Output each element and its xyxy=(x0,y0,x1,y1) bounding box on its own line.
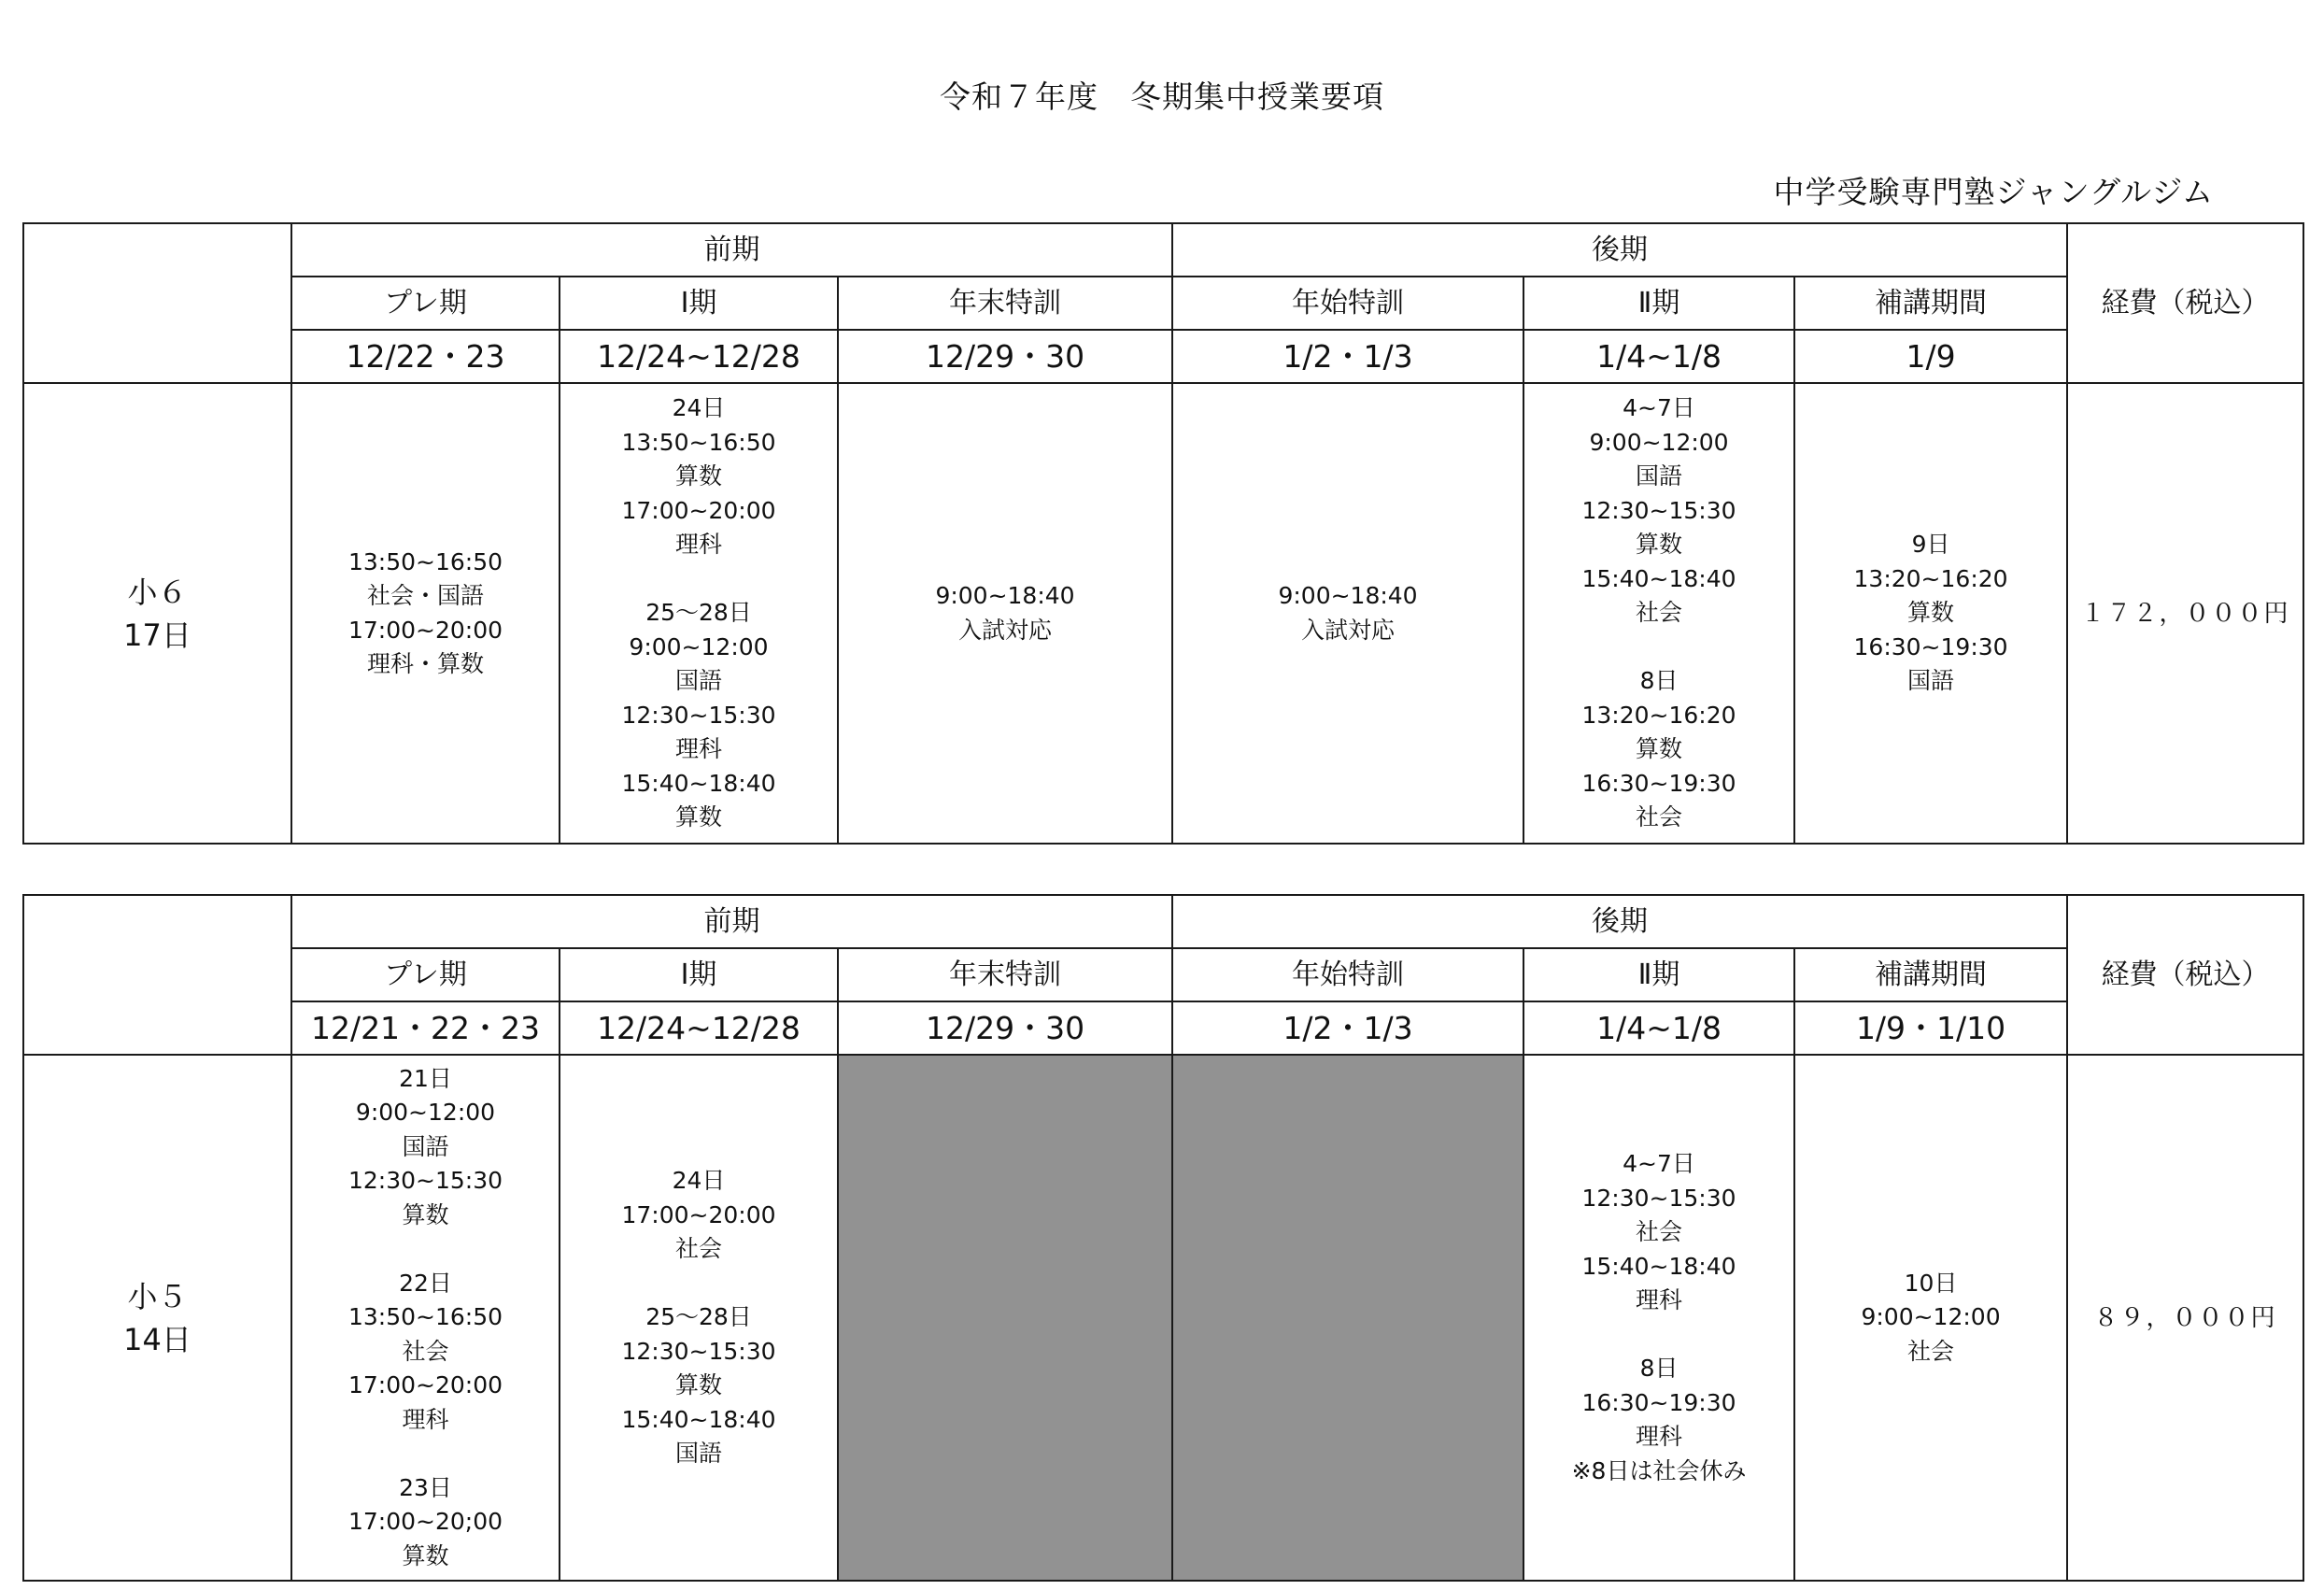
period-makeup: 補講期間 xyxy=(1794,277,2067,330)
document-title: 令和７年度 冬期集中授業要項 xyxy=(940,78,1384,115)
schedule-line: 17:00~20:00 xyxy=(621,496,776,524)
schedule-line: 17:00~20:00 xyxy=(347,1371,503,1399)
schedule-cell-pre xyxy=(291,1055,560,1581)
schedule-cell-new-year xyxy=(1172,1055,1523,1581)
grade-days: 14日 xyxy=(123,1321,191,1357)
schedule-line: 算数 xyxy=(674,1371,722,1399)
period-year-end: 年末特訓 xyxy=(838,948,1172,1001)
schedule-line: 22日 xyxy=(399,1269,452,1297)
cost-cell: ８９，０００円 xyxy=(2067,1055,2303,1581)
schedule-line: 16:30~19:30 xyxy=(1581,1388,1736,1416)
line-gap xyxy=(1524,631,1793,665)
schedule-line: 16:30~19:30 xyxy=(1853,632,2008,660)
schedule-line: 12:30~15:30 xyxy=(621,1337,776,1365)
header-kouki: 後期 xyxy=(1172,895,2067,948)
schedule-line: 算数 xyxy=(402,1200,449,1228)
date-period-1: 12/24~12/28 xyxy=(560,330,838,383)
schedule-line: 15:40~18:40 xyxy=(621,769,776,797)
line-gap xyxy=(292,1232,559,1267)
date-year-end: 12/29・30 xyxy=(838,330,1172,383)
schedule-line: 算数 xyxy=(1907,599,1955,627)
corner-cell xyxy=(23,895,291,1055)
schedule-table-grade5 xyxy=(22,894,2304,1582)
schedule-line: 4~7日 xyxy=(1623,394,1695,422)
schedule-cell-period-1 xyxy=(560,383,838,844)
schedule-line: 国語 xyxy=(402,1132,449,1160)
date-pre: 12/22・23 xyxy=(291,330,560,383)
period-pre: プレ期 xyxy=(291,277,560,330)
schedule-cell-new-year xyxy=(1172,383,1523,844)
schedule-line: 23日 xyxy=(399,1473,452,1501)
schedule-line: 15:40~18:40 xyxy=(1581,564,1736,592)
schedule-line: 13:50~16:50 xyxy=(621,428,776,456)
schedule-line: 17:00~20;00 xyxy=(347,1508,503,1536)
date-makeup: 1/9 xyxy=(1794,330,2067,383)
schedule-table-grade6 xyxy=(22,222,2304,845)
schedule-line: 21日 xyxy=(399,1064,452,1092)
grade-cell xyxy=(23,1055,291,1581)
schedule-cell-period-2 xyxy=(1523,383,1794,844)
schedule-line: ※8日は社会休み xyxy=(1571,1456,1747,1484)
schedule-line: 社会 xyxy=(1636,599,1683,627)
date-new-year: 1/2・1/3 xyxy=(1172,330,1523,383)
schedule-line: 10日 xyxy=(1904,1269,1958,1297)
schedule-line: 社会 xyxy=(1636,803,1683,831)
grade-name: 小６ xyxy=(127,574,188,610)
period-year-end: 年末特訓 xyxy=(838,277,1172,330)
schedule-line: 9:00~18:40 xyxy=(935,582,1075,609)
schedule-line: 24日 xyxy=(672,394,726,422)
grade-cell xyxy=(23,383,291,844)
schedule-line: 16:30~19:30 xyxy=(1581,769,1736,797)
schedule-line: 15:40~18:40 xyxy=(1581,1252,1736,1280)
schedule-cell-year-end xyxy=(838,1055,1172,1581)
schedule-line: 9:00~12:00 xyxy=(1861,1303,2001,1331)
period-1: Ⅰ期 xyxy=(560,948,838,1001)
schedule-cell-makeup xyxy=(1794,383,2067,844)
schedule-line: 社会 xyxy=(674,1235,722,1263)
schedule-line: 理科 xyxy=(674,531,722,559)
schedule-line: 算数 xyxy=(674,462,722,490)
date-new-year: 1/2・1/3 xyxy=(1172,1001,1523,1055)
schedule-line: 国語 xyxy=(674,667,722,695)
date-pre: 12/21・22・23 xyxy=(291,1001,560,1055)
schedule-cell-pre xyxy=(291,383,560,844)
schedule-line: 社会 xyxy=(1636,1218,1683,1245)
schedule-line: 国語 xyxy=(674,1440,722,1468)
schedule-cell-makeup xyxy=(1794,1055,2067,1581)
school-name: 中学受験専門塾ジャングルジム xyxy=(1773,174,2214,210)
schedule-line: 13:20~16:20 xyxy=(1581,701,1736,729)
schedule-line: 25～28日 xyxy=(645,599,752,627)
schedule-line: 13:50~16:50 xyxy=(347,1303,503,1331)
schedule-line: 算数 xyxy=(1636,735,1683,763)
header-zenki: 前期 xyxy=(291,223,1172,277)
period-makeup: 補講期間 xyxy=(1794,948,2067,1001)
schedule-line: 8日 xyxy=(1639,1355,1679,1382)
schedule-line: 社会・国語 xyxy=(366,582,484,609)
schedule-line: 9:00~12:00 xyxy=(629,632,769,660)
header-zenki: 前期 xyxy=(291,895,1172,948)
schedule-cell-period-1 xyxy=(560,1055,838,1581)
date-period-2: 1/4~1/8 xyxy=(1523,330,1794,383)
date-makeup: 1/9・1/10 xyxy=(1794,1001,2067,1055)
cost-cell: １７２，０００円 xyxy=(2067,383,2303,844)
schedule-line: 入試対応 xyxy=(1301,616,1396,644)
period-1: Ⅰ期 xyxy=(560,277,838,330)
period-pre: プレ期 xyxy=(291,948,560,1001)
period-new-year: 年始特訓 xyxy=(1172,948,1523,1001)
date-period-2: 1/4~1/8 xyxy=(1523,1001,1794,1055)
schedule-line: 12:30~15:30 xyxy=(621,701,776,729)
line-gap xyxy=(1524,1318,1793,1353)
schedule-line: 理科 xyxy=(1636,1286,1683,1313)
schedule-line: 理科 xyxy=(1636,1423,1683,1450)
schedule-line: 9:00~12:00 xyxy=(355,1099,496,1127)
header-expense: 経費（税込） xyxy=(2067,895,2303,1055)
schedule-line: 12:30~15:30 xyxy=(1581,1184,1736,1212)
schedule-line: 25～28日 xyxy=(645,1303,752,1331)
schedule-line: 理科 xyxy=(674,735,722,763)
schedule-line: 17:00~20:00 xyxy=(621,1200,776,1228)
header-expense: 経費（税込） xyxy=(2067,223,2303,383)
schedule-line: 理科・算数 xyxy=(366,650,484,677)
date-period-1: 12/24~12/28 xyxy=(560,1001,838,1055)
schedule-line: 9日 xyxy=(1911,531,1950,559)
schedule-line: 国語 xyxy=(1636,462,1683,490)
line-gap xyxy=(560,562,837,597)
grade-name: 小５ xyxy=(127,1278,188,1314)
grade-days: 17日 xyxy=(123,617,191,653)
schedule-line: 社会 xyxy=(1907,1337,1955,1365)
schedule-line: 17:00~20:00 xyxy=(347,616,503,644)
schedule-line: 9:00~18:40 xyxy=(1278,582,1418,609)
schedule-line: 24日 xyxy=(672,1167,726,1195)
line-gap xyxy=(560,1267,837,1301)
schedule-line: 算数 xyxy=(402,1541,449,1569)
schedule-line: 8日 xyxy=(1639,667,1679,695)
schedule-line: 13:20~16:20 xyxy=(1853,564,2008,592)
schedule-line: 15:40~18:40 xyxy=(621,1405,776,1433)
schedule-line: 社会 xyxy=(402,1337,449,1365)
schedule-line: 算数 xyxy=(674,803,722,831)
schedule-line: 国語 xyxy=(1907,667,1955,695)
schedule-line: 算数 xyxy=(1636,531,1683,559)
schedule-cell-year-end xyxy=(838,383,1172,844)
period-2: Ⅱ期 xyxy=(1523,277,1794,330)
line-gap xyxy=(292,1437,559,1471)
period-2: Ⅱ期 xyxy=(1523,948,1794,1001)
schedule-line: 入試対応 xyxy=(958,616,1053,644)
date-year-end: 12/29・30 xyxy=(838,1001,1172,1055)
schedule-line: 12:30~15:30 xyxy=(1581,496,1736,524)
header-kouki: 後期 xyxy=(1172,223,2067,277)
schedule-line: 4~7日 xyxy=(1623,1150,1695,1177)
schedule-line: 9:00~12:00 xyxy=(1589,428,1729,456)
period-new-year: 年始特訓 xyxy=(1172,277,1523,330)
schedule-line: 13:50~16:50 xyxy=(347,547,503,575)
schedule-cell-period-2 xyxy=(1523,1055,1794,1581)
schedule-line: 12:30~15:30 xyxy=(347,1167,503,1195)
corner-cell xyxy=(23,223,291,383)
schedule-line: 理科 xyxy=(402,1405,449,1433)
